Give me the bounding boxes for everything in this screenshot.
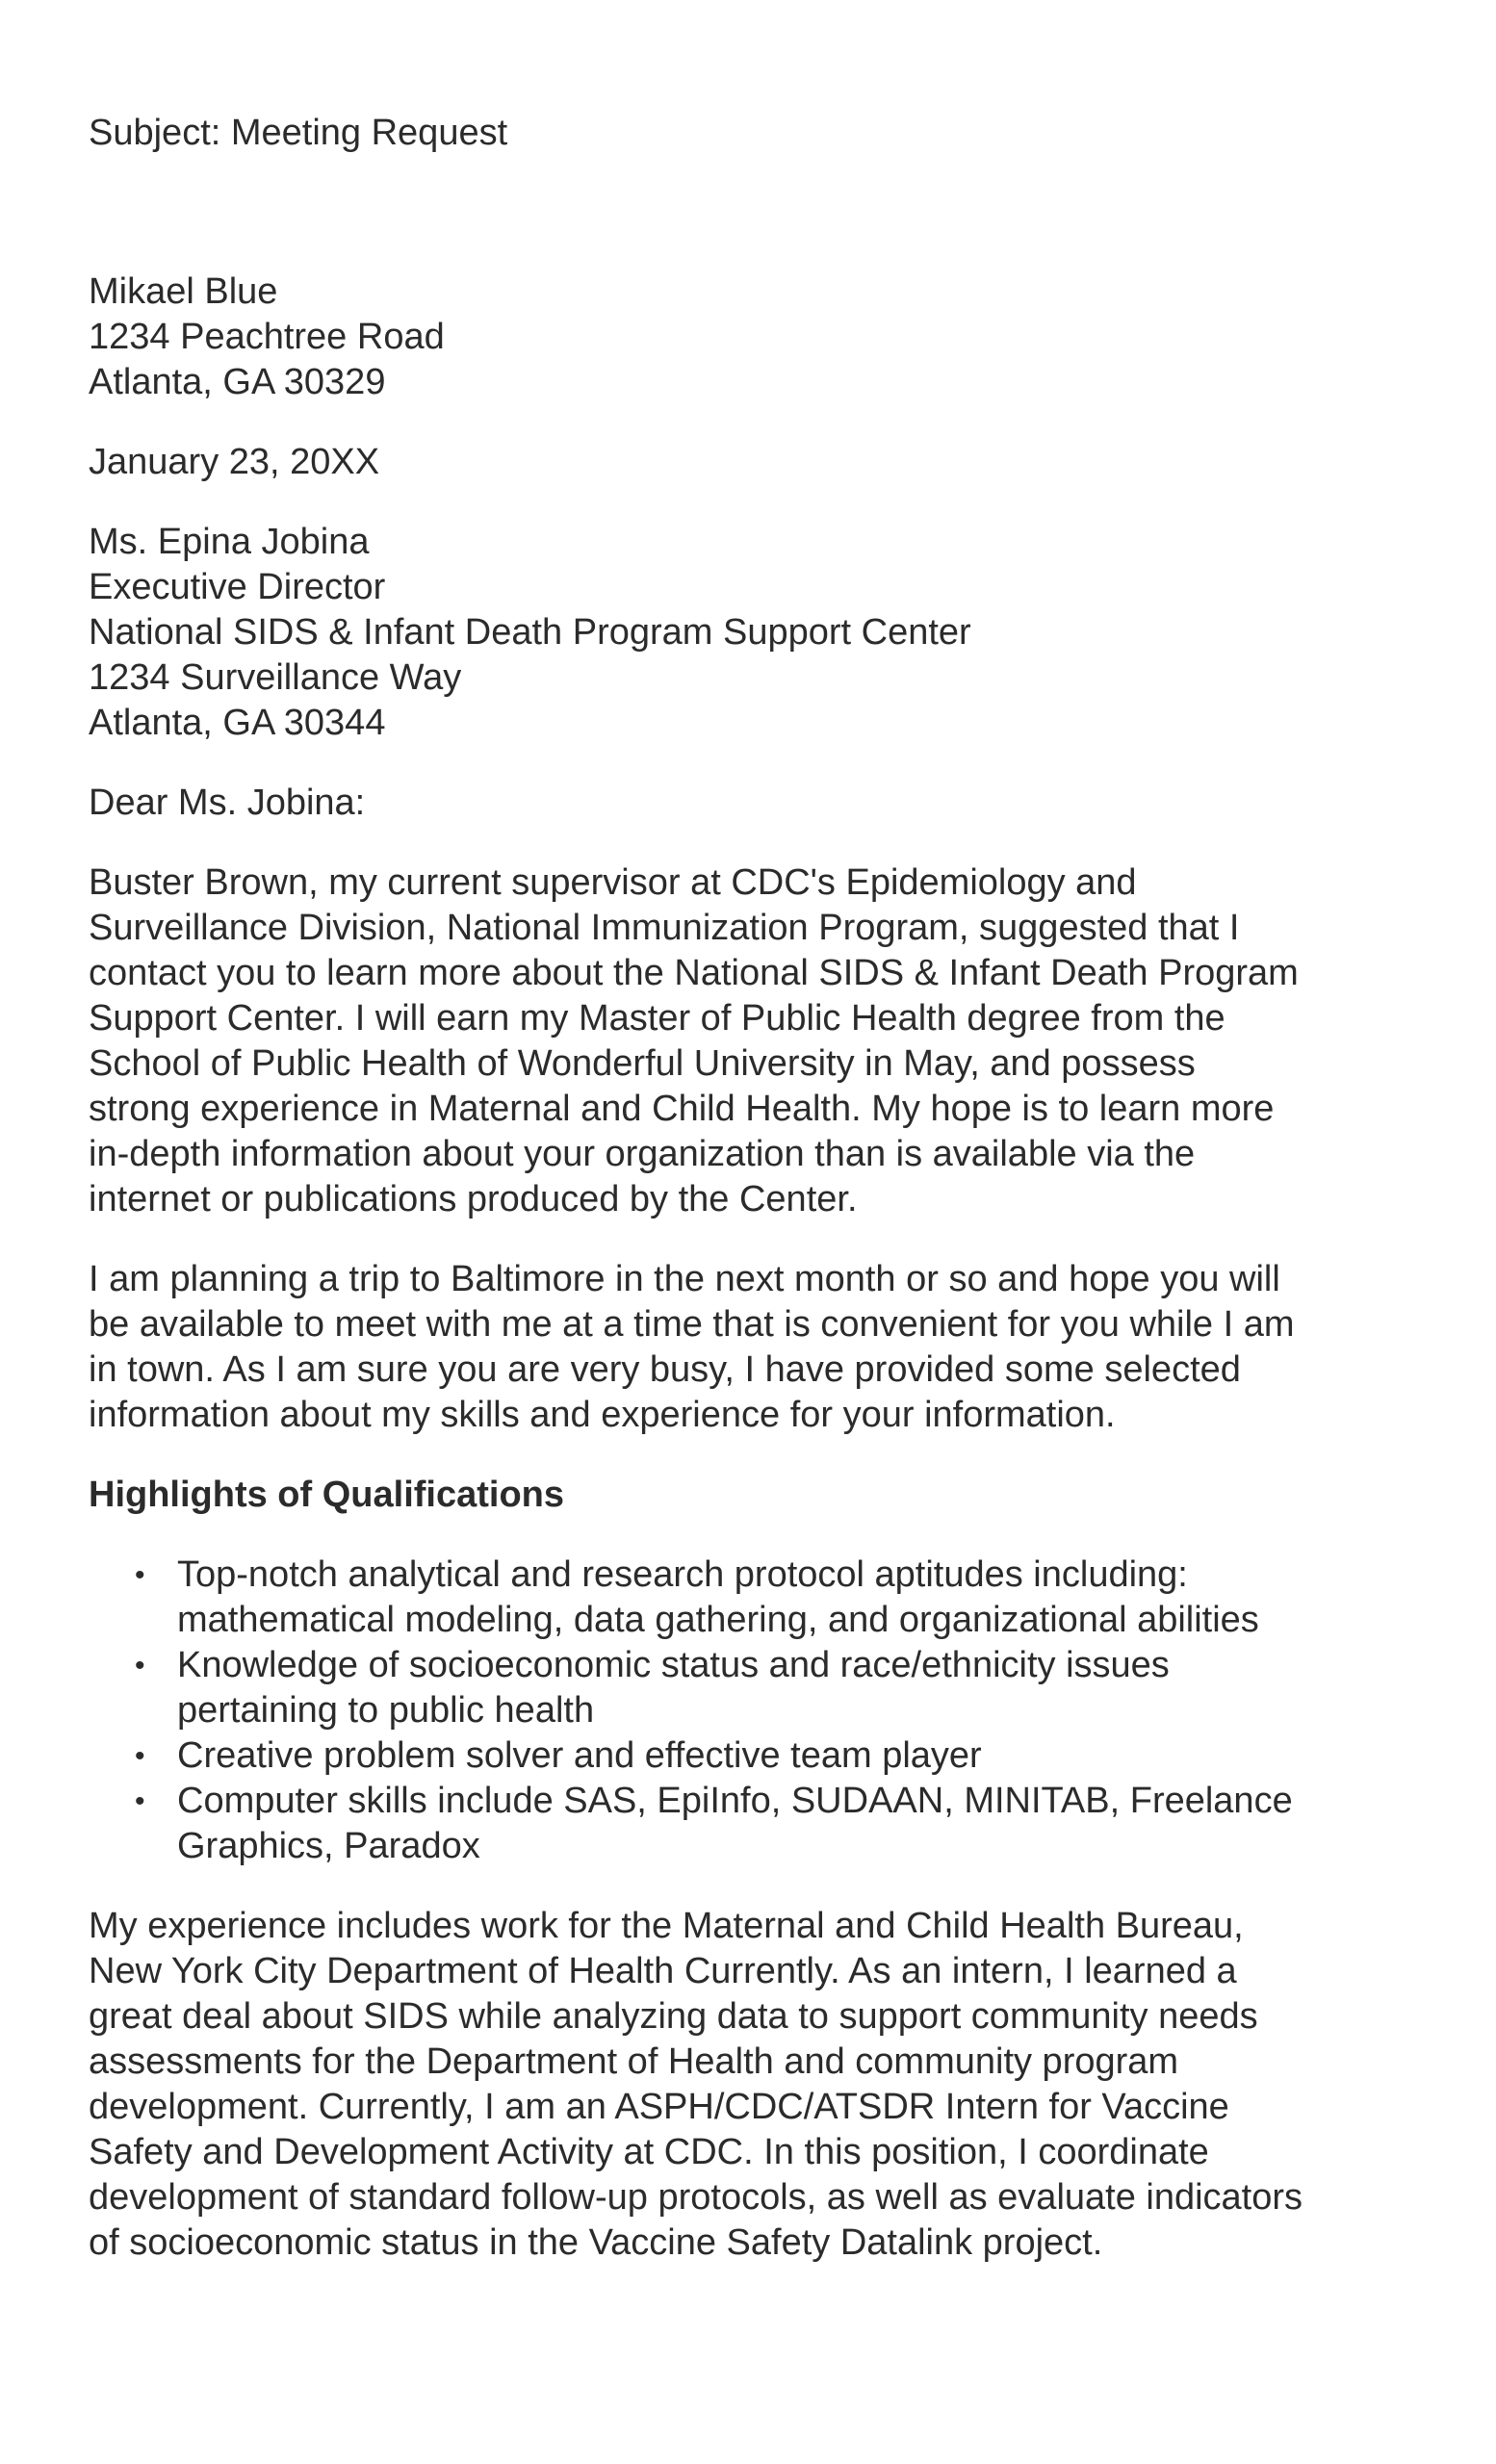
sender-city: Atlanta, GA 30329 bbox=[89, 362, 386, 402]
paragraph-line: development of standard follow-up protocols, as well as evaluate indicators bbox=[89, 2177, 1303, 2218]
paragraph-line: Buster Brown, my current supervisor at CDC's Epidemiology and bbox=[89, 862, 1137, 903]
recipient-organization: National SIDS & Infant Death Program Support Center bbox=[89, 612, 971, 653]
list-item-line: Knowledge of socioeconomic status and race/ethnicity issues bbox=[177, 1645, 1170, 1685]
list-item-line: Computer skills include SAS, EpiInfo, SUDAAN, MINITAB, Freelance bbox=[177, 1781, 1293, 1821]
paragraph-line: internet or publications produced by the Center. bbox=[89, 1179, 858, 1219]
subject-line bbox=[89, 111, 1436, 156]
paragraph-line: be available to meet with me at a time that is convenient for you while I am bbox=[89, 1304, 1295, 1345]
letter-date bbox=[89, 440, 1436, 485]
salutation-text: Dear Ms. Jobina: bbox=[89, 783, 366, 823]
bullet-icon: • bbox=[135, 1559, 145, 1591]
recipient-title: Executive Director bbox=[89, 567, 386, 607]
letter-body bbox=[89, 111, 1436, 2266]
paragraph-introduction bbox=[89, 860, 1436, 1222]
highlights-list bbox=[89, 1553, 1436, 1869]
list-item bbox=[89, 1553, 1436, 1643]
salutation bbox=[89, 781, 1436, 826]
subject-text: Subject: Meeting Request bbox=[89, 113, 508, 153]
bullet-icon: • bbox=[135, 1785, 145, 1817]
paragraph-line: strong experience in Maternal and Child Health. My hope is to learn more bbox=[89, 1089, 1275, 1129]
recipient-street: 1234 Surveillance Way bbox=[89, 657, 462, 698]
paragraph-line: in town. As I am sure you are very busy, I have provided some selected bbox=[89, 1349, 1241, 1390]
list-item-line: pertaining to public health bbox=[177, 1690, 595, 1731]
list-item bbox=[89, 1643, 1436, 1733]
list-item bbox=[89, 1733, 1436, 1779]
sender-address bbox=[89, 270, 1436, 405]
list-item-line: Creative problem solver and effective team player bbox=[177, 1735, 982, 1776]
paragraph-line: Support Center. I will earn my Master of Public Health degree from the bbox=[89, 998, 1225, 1039]
paragraph-line: great deal about SIDS while analyzing data to support community needs bbox=[89, 1996, 1258, 2037]
paragraph-line: My experience includes work for the Maternal and Child Health Bureau, bbox=[89, 1906, 1244, 1946]
paragraph-line: of socioeconomic status in the Vaccine Safety Datalink project. bbox=[89, 2222, 1103, 2263]
sender-name: Mikael Blue bbox=[89, 271, 278, 312]
list-item-line: Top-notch analytical and research protocol aptitudes including: bbox=[177, 1554, 1188, 1595]
paragraph-line: assessments for the Department of Health and community program bbox=[89, 2041, 1179, 2082]
paragraph-line: contact you to learn more about the National SIDS & Infant Death Program bbox=[89, 953, 1299, 993]
recipient-name: Ms. Epina Jobina bbox=[89, 522, 370, 562]
list-item-line: mathematical modeling, data gathering, and organizational abilities bbox=[177, 1600, 1259, 1640]
highlights-heading bbox=[89, 1473, 1436, 1518]
paragraph-meeting-request bbox=[89, 1257, 1436, 1438]
paragraph-line: Safety and Development Activity at CDC. In this position, I coordinate bbox=[89, 2132, 1209, 2172]
bullet-icon: • bbox=[135, 1740, 145, 1772]
paragraph-line: Surveillance Division, National Immunization Program, suggested that I bbox=[89, 908, 1240, 948]
paragraph-line: in-depth information about your organization than is available via the bbox=[89, 1134, 1196, 1174]
paragraph-experience bbox=[89, 1904, 1436, 2266]
paragraph-line: I am planning a trip to Baltimore in the next month or so and hope you will bbox=[89, 1259, 1280, 1299]
highlights-heading-text: Highlights of Qualifications bbox=[89, 1475, 564, 1515]
date-text: January 23, 20XX bbox=[89, 442, 380, 482]
list-item bbox=[89, 1779, 1436, 1869]
paragraph-line: School of Public Health of Wonderful University in May, and possess bbox=[89, 1043, 1196, 1084]
paragraph-line: New York City Department of Health Currently. As an intern, I learned a bbox=[89, 1951, 1237, 1991]
bullet-icon: • bbox=[135, 1650, 145, 1681]
sender-street: 1234 Peachtree Road bbox=[89, 317, 445, 357]
list-item-line: Graphics, Paradox bbox=[177, 1826, 480, 1866]
paragraph-line: development. Currently, I am an ASPH/CDC/ATSDR Intern for Vaccine bbox=[89, 2087, 1229, 2127]
recipient-address bbox=[89, 520, 1436, 746]
recipient-city: Atlanta, GA 30344 bbox=[89, 703, 386, 743]
paragraph-line: information about my skills and experience for your information. bbox=[89, 1395, 1116, 1435]
